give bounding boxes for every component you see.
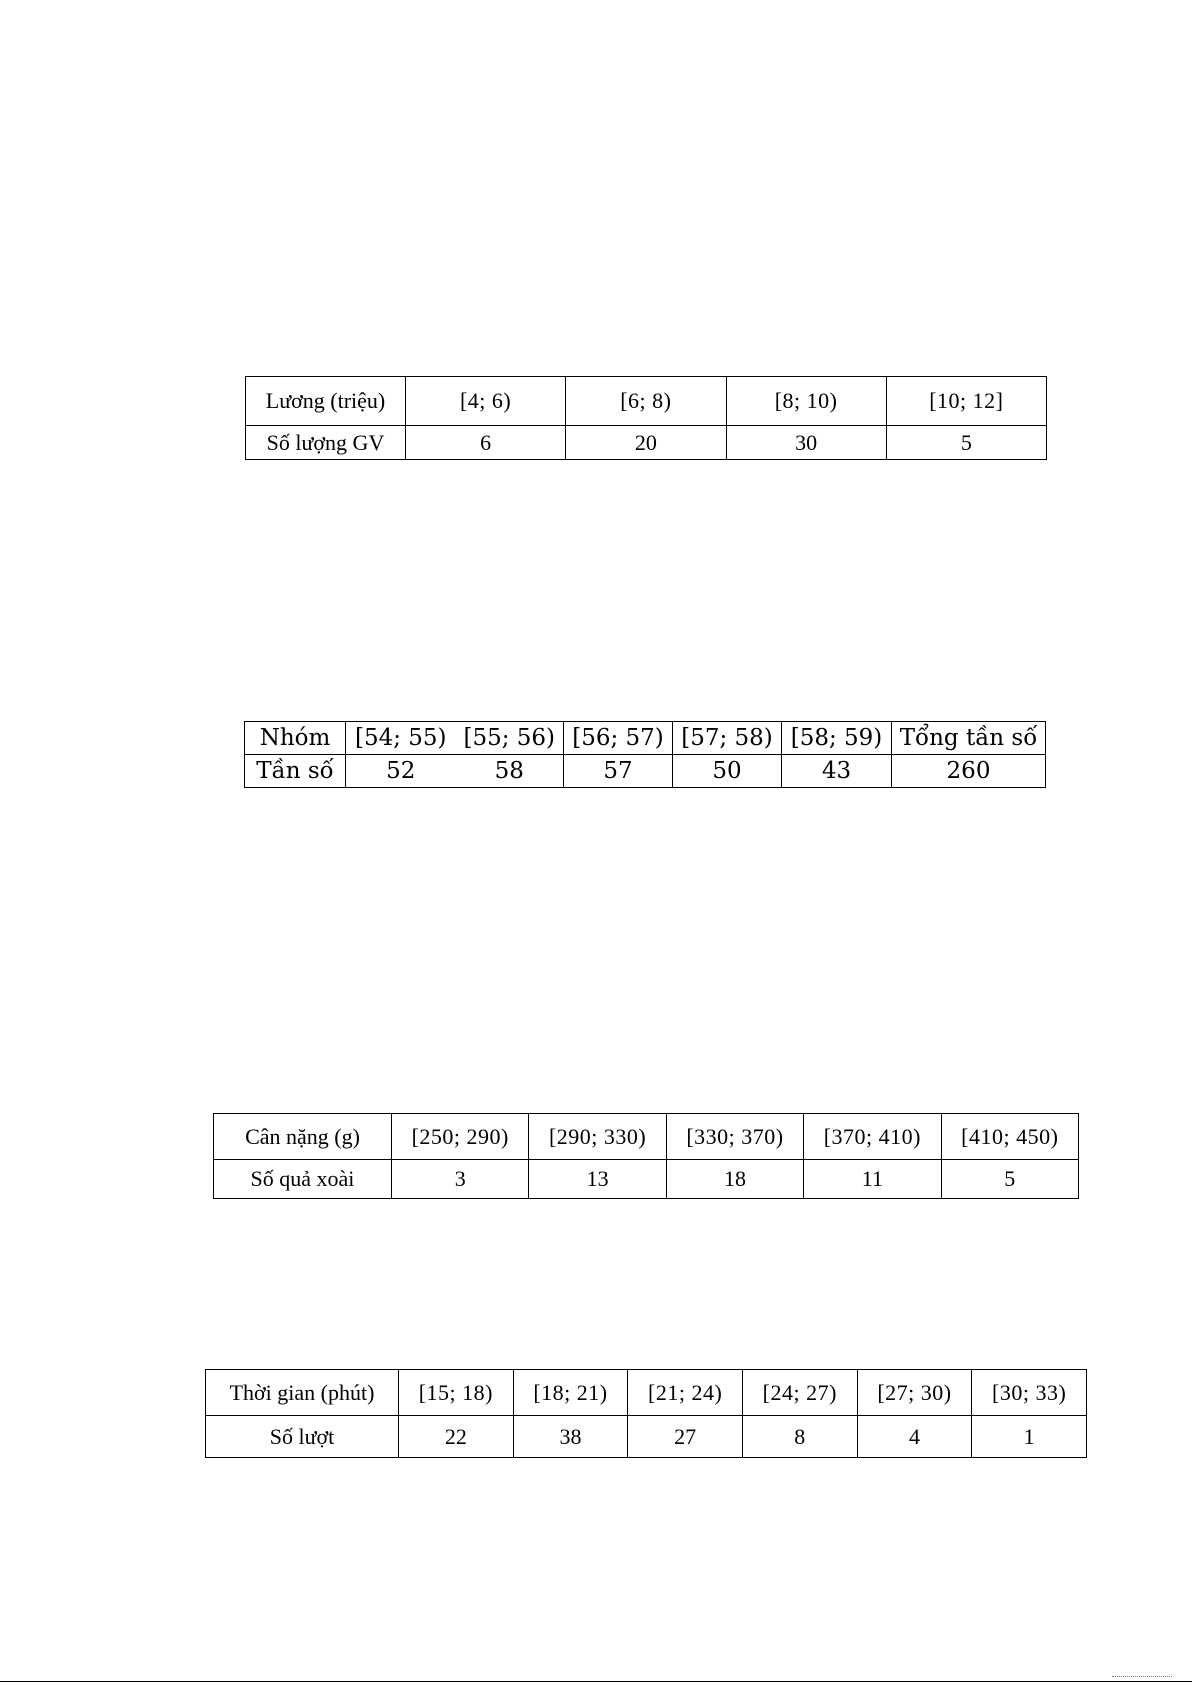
salary-frequency-table [245, 376, 1047, 460]
table-row [206, 1416, 1087, 1458]
interval-cell: [10; 12] [886, 377, 1046, 426]
interval-cell: [15; 18) [399, 1370, 514, 1416]
interval-cell: [21; 24) [628, 1370, 743, 1416]
value-cell: 20 [566, 426, 726, 460]
interval-cell: [250; 290) [392, 1114, 529, 1160]
table-header-label: Lương (triệu) [246, 377, 406, 426]
interval-cell: [330; 370) [666, 1114, 803, 1160]
interval-cell: [55; 56) [456, 722, 564, 755]
interval-cell: [30; 33) [972, 1370, 1087, 1416]
value-cell: 52 [346, 755, 456, 788]
value-cell: 5 [941, 1160, 1078, 1199]
value-cell: 18 [666, 1160, 803, 1199]
value-cell: 57 [564, 755, 673, 788]
interval-cell: [6; 8) [566, 377, 726, 426]
value-cell: 4 [857, 1416, 972, 1458]
value-cell: 1 [972, 1416, 1087, 1458]
value-cell: 3 [392, 1160, 529, 1199]
value-cell: 30 [726, 426, 886, 460]
table-row [246, 377, 1047, 426]
value-cell: 6 [406, 426, 566, 460]
table-row [246, 426, 1047, 460]
group-frequency-table [244, 721, 1046, 788]
footer-mark [1112, 1676, 1172, 1681]
interval-cell: [370; 410) [804, 1114, 941, 1160]
value-cell: 11 [804, 1160, 941, 1199]
table-row [206, 1370, 1087, 1416]
interval-cell: [410; 450) [941, 1114, 1078, 1160]
table-header-label: Thời gian (phút) [206, 1370, 399, 1416]
value-cell: 38 [513, 1416, 628, 1458]
table-row-label: Số lượng GV [246, 426, 406, 460]
table-header-label: Cân nặng (g) [214, 1114, 392, 1160]
table-row [214, 1160, 1079, 1199]
table-row-label: Tần số [245, 755, 346, 788]
value-cell: 22 [399, 1416, 514, 1458]
interval-cell: [290; 330) [529, 1114, 666, 1160]
value-cell: 13 [529, 1160, 666, 1199]
time-frequency-table [205, 1369, 1087, 1458]
value-cell: 5 [886, 426, 1046, 460]
value-cell: 8 [742, 1416, 857, 1458]
total-value-cell: 260 [892, 755, 1046, 788]
total-label-cell: Tổng tần số [892, 722, 1046, 755]
value-cell: 43 [782, 755, 892, 788]
table-row-label: Số quả xoài [214, 1160, 392, 1199]
value-cell: 27 [628, 1416, 743, 1458]
interval-cell: [18; 21) [513, 1370, 628, 1416]
interval-cell: [57; 58) [673, 722, 782, 755]
table-row [245, 722, 1046, 755]
value-cell: 50 [673, 755, 782, 788]
interval-cell: [4; 6) [406, 377, 566, 426]
value-cell: 58 [456, 755, 564, 788]
table-row [245, 755, 1046, 788]
interval-cell: [8; 10) [726, 377, 886, 426]
interval-cell: [56; 57) [564, 722, 673, 755]
table-row [214, 1114, 1079, 1160]
mango-weight-table [213, 1113, 1079, 1199]
interval-cell: [58; 59) [782, 722, 892, 755]
table-header-label: Nhóm [245, 722, 346, 755]
table-row-label: Số lượt [206, 1416, 399, 1458]
page-footer-rule [0, 1681, 1192, 1682]
interval-cell: [54; 55) [346, 722, 456, 755]
interval-cell: [24; 27) [742, 1370, 857, 1416]
interval-cell: [27; 30) [857, 1370, 972, 1416]
